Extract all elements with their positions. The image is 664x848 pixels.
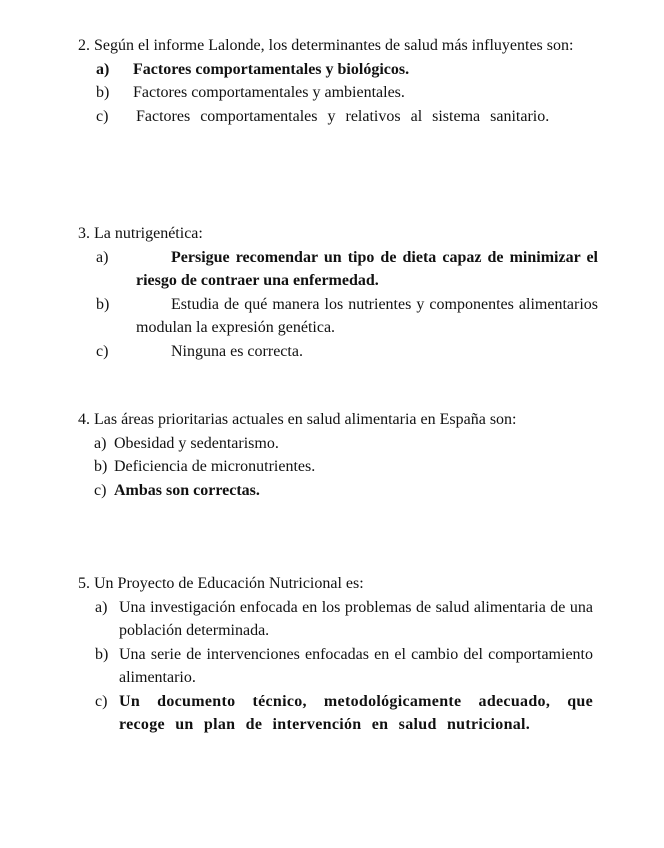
option-text: Una investigación enfocada en los problemas de salud alimentaria de una población determinada. [119, 598, 593, 639]
option-letter: a) [96, 248, 109, 266]
option-c [96, 105, 598, 129]
option-letter: b) [95, 645, 109, 663]
option-b [94, 455, 598, 479]
option-letter: b) [96, 295, 110, 313]
option-letter: c) [96, 107, 109, 125]
question-stem: 5. Un Proyecto de Educación Nutricional es: [78, 575, 364, 592]
option-text: Una serie de intervenciones enfocadas en el cambio del comportamiento alimentario. [119, 645, 593, 686]
option-text: Factores comportamentales y relativos al sistema sanitario. [136, 107, 550, 125]
option-c [94, 479, 598, 503]
option-text: Ninguna es correcta. [171, 342, 303, 360]
option-a [96, 58, 598, 82]
question-stem: 2. Según el informe Lalonde, los determinantes de salud más influyentes son: [78, 37, 574, 54]
option-letter: c) [95, 692, 108, 710]
question-stem: 3. La nutrigenética: [78, 225, 203, 242]
option-letter: c) [94, 481, 107, 499]
option-b [95, 643, 593, 690]
option-b [96, 81, 598, 105]
option-text: Deficiencia de micronutrientes. [114, 458, 316, 475]
option-letter: a) [96, 60, 110, 78]
option-a [94, 432, 598, 456]
option-text: Persigue recomendar un tipo de dieta capaz de minimizar el riesgo de contraer una enfermedad. [136, 248, 598, 289]
option-c [96, 340, 598, 364]
option-letter: a) [95, 598, 108, 616]
option-letter: c) [96, 342, 109, 360]
option-text: Ambas son correctas. [114, 481, 260, 499]
option-letter: b) [94, 458, 108, 475]
option-text: Factores comportamentales y biológicos. [133, 60, 410, 78]
question-stem: 4. Las áreas prioritarias actuales en salud alimentaria en España son: [78, 411, 517, 428]
option-a [95, 596, 593, 643]
option-c [95, 690, 593, 737]
question-3 [78, 222, 598, 363]
option-a [96, 246, 598, 293]
option-text: Factores comportamentales y ambientales. [133, 84, 405, 101]
option-text: Obesidad y sedentarismo. [114, 434, 279, 452]
option-letter: a) [94, 434, 107, 452]
question-2 [78, 34, 598, 128]
question-5 [78, 572, 598, 737]
option-text: Estudia de qué manera los nutrientes y componentes alimentarios modulan la expresión genética. [136, 295, 598, 336]
option-b [96, 293, 598, 340]
question-4 [78, 408, 598, 502]
option-text: Un documento técnico, metodológicamente adecuado, que recoge un plan de intervención en salud nutricional. [119, 692, 593, 733]
option-letter: b) [96, 84, 110, 101]
